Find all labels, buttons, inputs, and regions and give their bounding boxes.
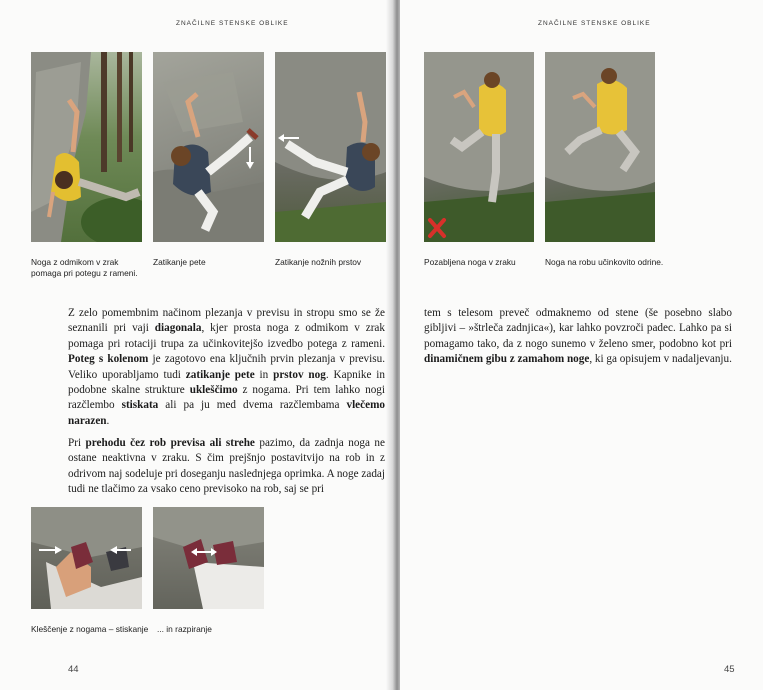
page-number-left: 44	[68, 664, 79, 675]
bold-term: dinamičnem gibu z zamahom noge	[424, 353, 590, 366]
bold-term: stiskata	[121, 399, 159, 412]
bold-term: Poteg s kolenom	[68, 353, 149, 366]
photo-toe-hook	[275, 52, 386, 242]
caption-toe-hook: Zatikanje nožnih prstov	[275, 257, 362, 267]
bold-term: zatikanje pete	[185, 368, 255, 381]
photo-heel-hook	[153, 52, 264, 242]
text-run: , kjer prosta noga z odmikom v zrak pomaga pri rotaciji trupa za učinkovitejšo izvedbo potega z rameni.	[68, 322, 385, 350]
photo-foot-on-edge	[545, 52, 655, 242]
photo-leg-spreading	[153, 507, 264, 609]
photo-forgotten-leg	[424, 52, 534, 242]
running-header-right: ZNAČILNE STENSKE OBLIKE	[538, 20, 651, 27]
text-run: . Kapnike in podobne skalne strukture	[68, 368, 386, 397]
text-run: tem s telesom preveč odmaknemo od stene (še posebno slabo gibljivi – »štrleča zadnjica«), kar lahko povzroči padec. Lahko pa si pomagamo tako, da z nogo sunemo v želeno smer, podobno kot pri	[424, 307, 732, 350]
text-run: Z zelo pomembnim načinom plezanja v previsu in stropu smo se že seznanili pri vaji	[68, 307, 385, 335]
caption-heel-hook: Zatikanje pete	[153, 257, 206, 267]
right-page	[400, 0, 763, 690]
caption-leg-clamp-squeeze: Kleščenje z nogama – stiskanje	[31, 624, 149, 634]
caption-forgotten-leg: Pozabljena noga v zraku	[424, 257, 516, 267]
caption-foot-on-edge: Noga na robu učinkovito odrine.	[545, 257, 664, 267]
body-paragraph-right	[424, 306, 732, 368]
text-run: je zagotovo ena ključnih prvin plezanja v previsu. Veliko uporabljamo tudi	[68, 353, 385, 381]
bold-term: prehodu čez rob previsa ali strehe	[85, 437, 255, 449]
page-number-right: 45	[724, 664, 735, 675]
text-run: .	[106, 414, 110, 427]
text-run: pazimo, da zadnja noga ne ostane neaktivna v zraku. S čim prejšnjo postavitvijo na rob in z odrivom naj sodeluje pri doseganju naslednjega oprimka. A noge zadaj tudi ne tlačimo za vsako ceno previsoko na rob, saj se pri	[68, 437, 385, 496]
bold-term: ukleščimo	[189, 384, 238, 397]
bold-term: vlečemo narazen	[68, 399, 385, 427]
text-run: Pri	[68, 437, 86, 449]
photo-leg-clamp-squeeze	[31, 507, 142, 609]
text-run: z nogama. Pri tem lahko nogi razčlembo	[68, 384, 385, 412]
caption-leg-in-air: Noga z odmikom v zrak pomaga pri potegu z rameni.	[31, 257, 138, 278]
body-paragraph-1	[68, 306, 385, 429]
body-paragraph-2	[68, 436, 385, 498]
text-run: ali pa ju med dvema razčlembama	[158, 399, 347, 412]
photo-leg-in-air	[31, 52, 142, 242]
caption-leg-spreading: ... in razpiranje	[157, 624, 212, 634]
text-run: , ki ga opisujem v nadaljevanju.	[589, 353, 732, 366]
running-header-left: ZNAČILNE STENSKE OBLIKE	[176, 20, 289, 27]
bold-term: diagonala	[154, 322, 202, 335]
text-run: in	[254, 368, 274, 381]
bold-term: prstov nog	[273, 368, 326, 381]
